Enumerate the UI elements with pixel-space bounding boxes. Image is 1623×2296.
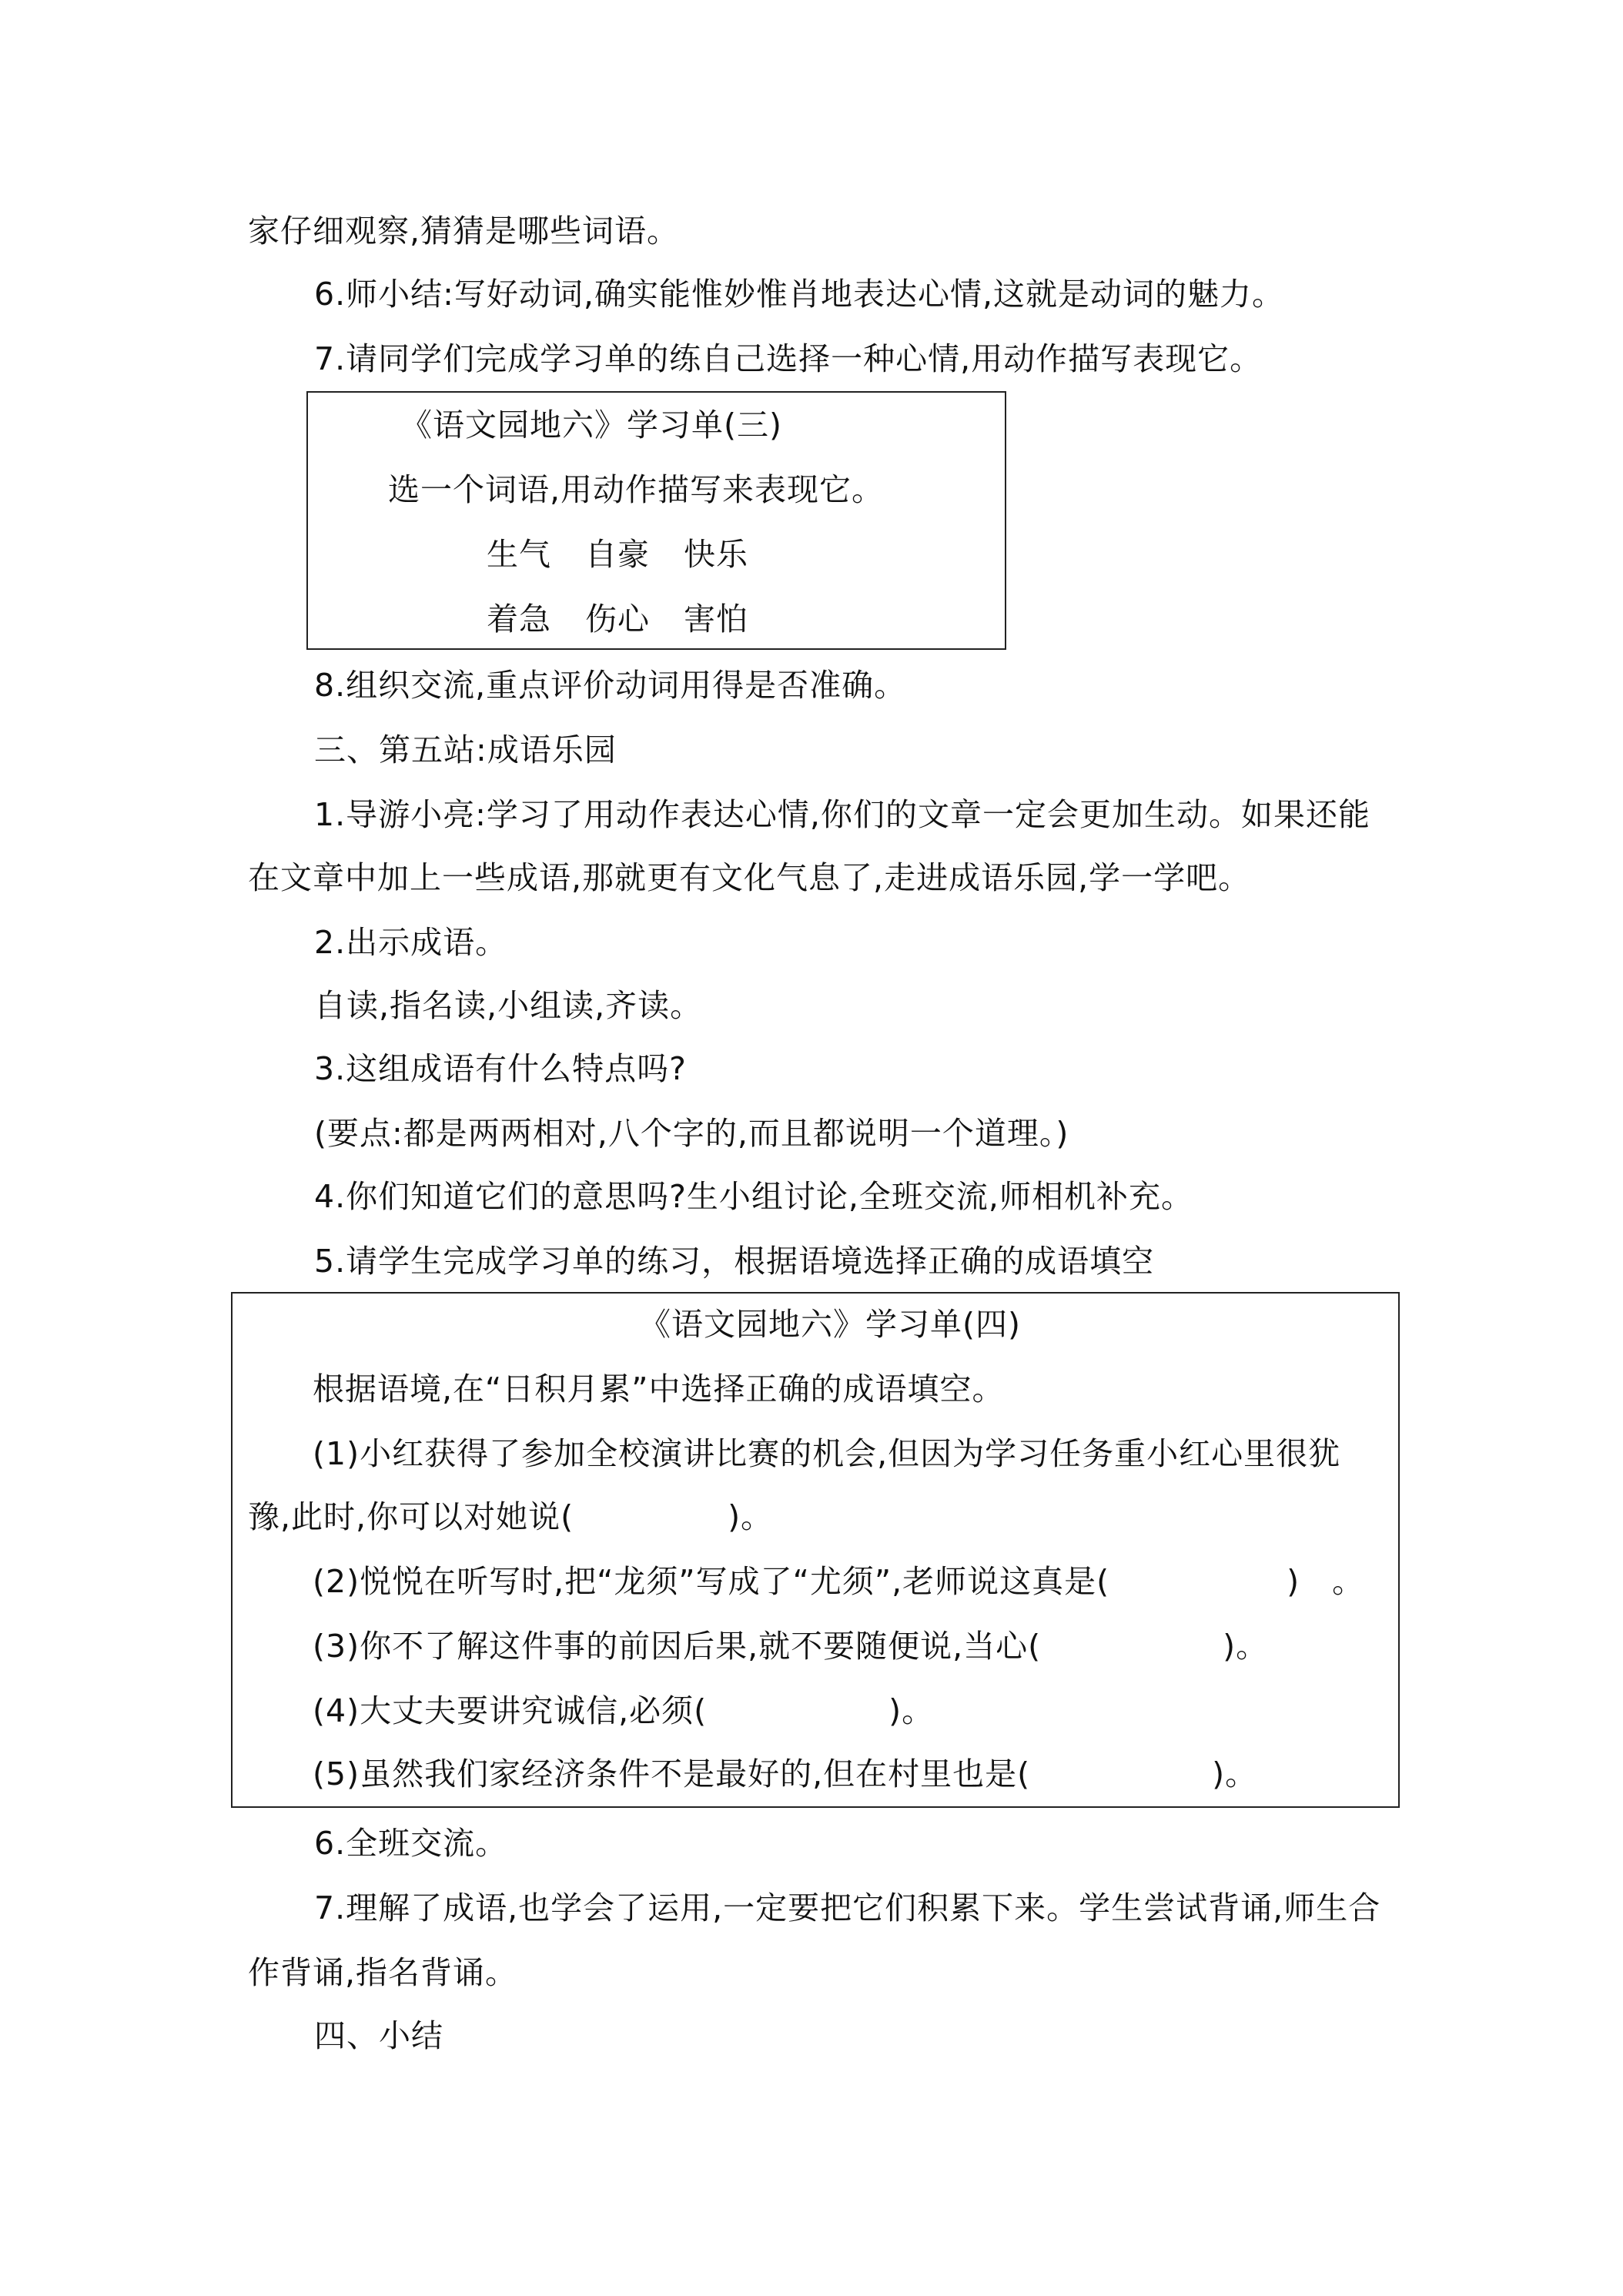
question-text: (5)虽然我们家经济条件不是最好的,但在村里也是( [313,1755,1031,1792]
paragraph-line: 自读,指名读,小组读,齐读。 [314,987,703,1024]
section-heading: 三、第五站:成语乐园 [314,731,617,768]
paragraph-line: 5.请学生完成学习单的练习，根据语境选择正确的成语填空 [314,1243,1155,1280]
worksheet-4-box [231,1292,1400,1808]
section-heading: 四、小结 [314,2017,443,2054]
paragraph-line: 8.组织交流,重点评价动词用得是否准确。 [314,667,907,704]
question-text: ) 。 [1287,1563,1365,1600]
paragraph-line: 4.你们知道它们的意思吗?生小组讨论,全班交流,师相机补充。 [314,1178,1193,1215]
paragraph-line: 在文章中加上一些成语,那就更有文化气息了,走进成语乐园,学一学吧。 [248,859,1251,896]
worksheet-3-box [306,391,1006,650]
paragraph-line: 3.这组成语有什么特点吗? [314,1050,687,1087]
paragraph-line: 家仔细观察,猜猜是哪些词语。 [248,213,680,249]
question-line [248,1497,773,1537]
paragraph-line: 7.请同学们完成学习单的练自己选择一种心情,用动作描写表现它。 [314,340,1263,377]
question-text: (2)悦悦在听写时,把“龙须”写成了“尤须”,老师说这真是( [313,1563,1110,1600]
worksheet-instruction: 选一个词语,用动作描写来表现它。 [388,471,885,508]
question-line: (1)小红获得了参加全校演讲比赛的机会,但因为学习任务重小红心里很犹 [313,1435,1341,1472]
paragraph-line: 6.全班交流。 [314,1825,508,1862]
emotion-word: 着急 [487,601,551,638]
worksheet-title: 《语文园地六》学习单(三) [400,407,782,443]
emotion-word: 害怕 [684,601,748,638]
question-text: )。 [888,1692,935,1729]
emotion-word: 生气 [487,536,551,573]
question-text: (3)你不了解这件事的前因后果,就不要随便说,当心( [313,1628,1042,1665]
emotion-word: 伤心 [585,601,650,638]
paragraph-line: (要点:都是两两相对,八个字的,而且都说明一个道理。) [314,1115,1069,1152]
paragraph-line: 2.出示成语。 [314,924,508,961]
question-text: )。 [1223,1628,1269,1665]
question-line [313,1691,934,1731]
question-text: )。 [728,1498,774,1535]
question-text: )。 [1212,1755,1258,1792]
paragraph-line: 7.理解了成语,也学会了运用,一定要把它们积累下来。学生尝试背诵,师生合 [314,1889,1381,1926]
emotion-word: 自豪 [585,536,650,573]
question-line [313,1561,1364,1602]
emotion-word: 快乐 [684,536,748,573]
question-line [313,1626,1268,1666]
paragraph-line: 6.师小结:写好动词,确实能惟妙惟肖地表达心情,这就是动词的魅力。 [314,276,1284,313]
question-text: (4)大丈夫要讲究诚信,必须( [313,1692,708,1729]
worksheet-instruction: 根据语境,在“日积月累”中选择正确的成语填空。 [313,1371,1005,1407]
paragraph-line: 作背诵,指名背诵。 [248,1954,518,1991]
question-line [313,1754,1257,1794]
worksheet-title: 《语文园地六》学习单(四) [639,1306,1021,1343]
question-text: 豫,此时,你可以对她说( [248,1498,574,1535]
paragraph-line: 1.导游小亮:学习了用动作表达心情,你们的文章一定会更加生动。如果还能 [314,796,1370,833]
